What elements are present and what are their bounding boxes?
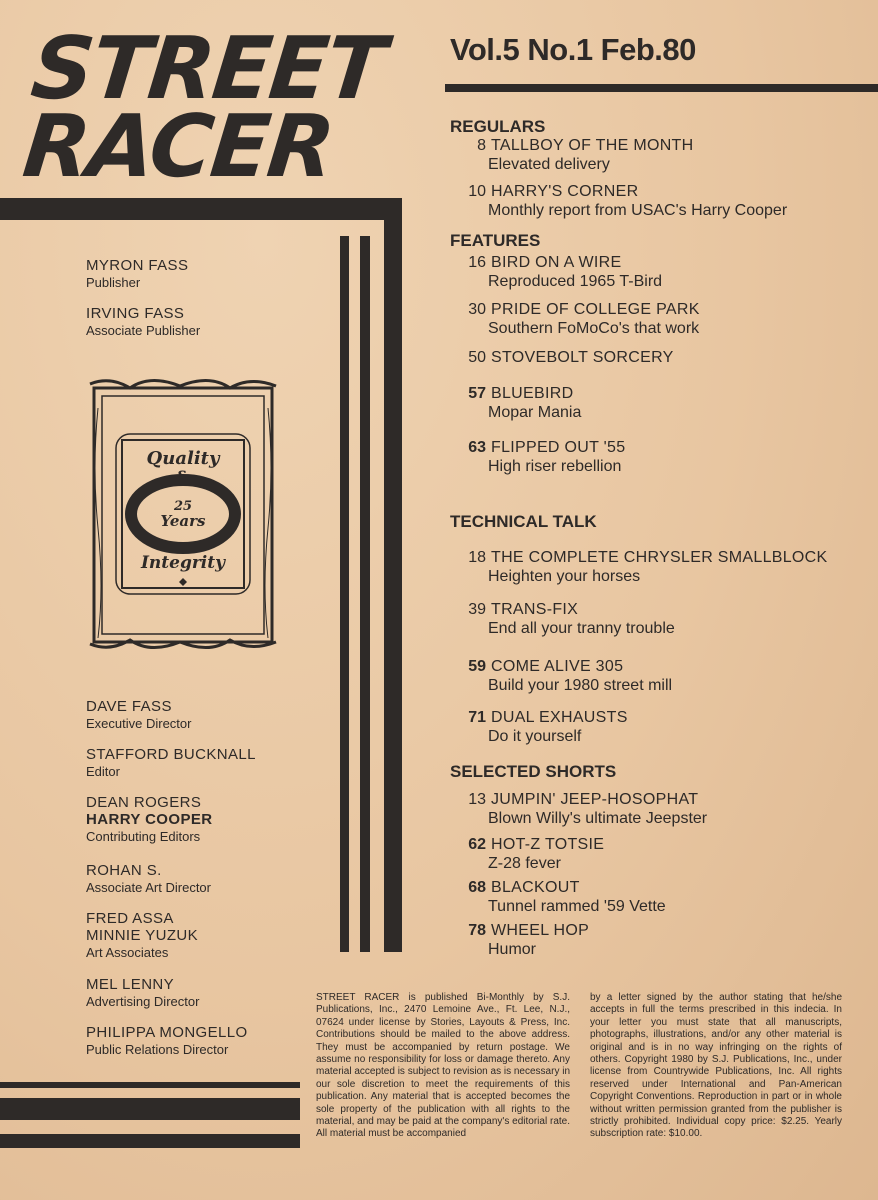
logo-text-integrity: Integrity bbox=[140, 553, 226, 573]
staff-role: Executive Director bbox=[86, 716, 192, 731]
staff-entry bbox=[86, 794, 213, 845]
toc-title: COME ALIVE 305 bbox=[491, 658, 624, 675]
toc-subtitle: Southern FoMoCo's that work bbox=[488, 320, 700, 337]
staff-entry bbox=[86, 746, 256, 780]
toc-page-number: 59 bbox=[468, 658, 486, 675]
toc-subtitle: High riser rebellion bbox=[488, 458, 622, 475]
toc-subtitle: Tunnel rammed '59 Vette bbox=[488, 898, 666, 915]
masthead-line-1: STREET bbox=[26, 19, 389, 119]
staff-role: Advertising Director bbox=[86, 994, 200, 1009]
staff-role: Contributing Editors bbox=[86, 829, 201, 844]
toc-page-number: 30 bbox=[468, 301, 486, 318]
toc-page-number: 10 bbox=[468, 183, 486, 200]
toc-page-number: 13 bbox=[468, 791, 486, 808]
toc-subtitle: Do it yourself bbox=[488, 728, 582, 745]
section-heading-shorts: SELECTED SHORTS bbox=[450, 762, 617, 781]
toc-subtitle: Monthly report from USAC's Harry Cooper bbox=[488, 202, 788, 219]
section-heading-technical: TECHNICAL TALK bbox=[450, 512, 597, 531]
toc-page-number: 39 bbox=[468, 601, 486, 618]
bottom-rule-2 bbox=[0, 1098, 300, 1120]
toc-title: TRANS-FIX bbox=[491, 601, 579, 618]
toc-title: STOVEBOLT SORCERY bbox=[491, 349, 674, 366]
toc-page-number: 63 bbox=[468, 439, 486, 456]
staff-role: Associate Publisher bbox=[86, 323, 201, 338]
toc-title: FLIPPED OUT '55 bbox=[491, 439, 626, 456]
toc-title: PRIDE OF COLLEGE PARK bbox=[491, 301, 700, 318]
toc-page-number: 71 bbox=[468, 709, 486, 726]
staff-name: DAVE FASS bbox=[86, 698, 172, 715]
staff-role: Associate Art Director bbox=[86, 880, 211, 895]
toc-subtitle: Heighten your horses bbox=[488, 568, 641, 585]
toc-page-number: 8 bbox=[477, 137, 486, 154]
toc-entry bbox=[450, 348, 878, 367]
toc-entry bbox=[450, 790, 878, 828]
staff-name: ROHAN S. bbox=[86, 862, 162, 879]
toc-subtitle: Humor bbox=[488, 941, 537, 958]
staff-role: Publisher bbox=[86, 275, 141, 290]
staff-entry bbox=[86, 862, 211, 896]
toc-subtitle: Elevated delivery bbox=[488, 156, 610, 173]
toc-page-number: 57 bbox=[468, 385, 486, 402]
toc-entry bbox=[450, 384, 878, 422]
toc-entry bbox=[450, 878, 878, 916]
quality-integrity-logo bbox=[88, 378, 278, 650]
column-bar-1 bbox=[340, 236, 349, 952]
toc-subtitle: Reproduced 1965 T-Bird bbox=[488, 273, 663, 290]
toc-entry bbox=[450, 548, 878, 586]
toc-title: JUMPIN' JEEP-HOSOPHAT bbox=[491, 791, 699, 808]
toc-entry bbox=[450, 253, 878, 291]
masthead bbox=[18, 19, 436, 197]
toc-entry bbox=[450, 300, 878, 338]
staff-entry bbox=[86, 1024, 248, 1058]
staff-name: MYRON FASS bbox=[86, 257, 189, 274]
toc-title: BIRD ON A WIRE bbox=[491, 254, 622, 271]
staff-name: FRED ASSA bbox=[86, 910, 174, 927]
toc-entry bbox=[450, 921, 878, 959]
bottom-rule-3 bbox=[0, 1134, 300, 1148]
toc-entry bbox=[450, 182, 878, 220]
staff-role: Art Associates bbox=[86, 945, 169, 960]
toc-title: WHEEL HOP bbox=[491, 922, 590, 939]
toc-title: BLUEBIRD bbox=[491, 385, 574, 402]
toc-entry bbox=[450, 600, 878, 638]
toc-subtitle: Blown Willy's ultimate Jeepster bbox=[488, 810, 708, 827]
section-heading-features: FEATURES bbox=[450, 231, 541, 250]
toc-subtitle: End all your tranny trouble bbox=[488, 620, 675, 637]
staff-name: IRVING FASS bbox=[86, 305, 185, 322]
staff-name: MEL LENNY bbox=[86, 976, 175, 993]
toc-entry bbox=[450, 657, 878, 695]
toc-title: DUAL EXHAUSTS bbox=[491, 709, 628, 726]
toc-page-number: 68 bbox=[468, 879, 486, 896]
toc-subtitle: Mopar Mania bbox=[488, 404, 582, 421]
logo-text-quality: Quality bbox=[146, 448, 220, 469]
staff-name: HARRY COOPER bbox=[86, 811, 213, 828]
staff-role: Public Relations Director bbox=[86, 1042, 229, 1057]
staff-name: PHILIPPA MONGELLO bbox=[86, 1024, 248, 1041]
toc-page-number: 78 bbox=[468, 922, 486, 939]
toc-title: HARRY'S CORNER bbox=[491, 183, 639, 200]
toc-page-number: 50 bbox=[468, 349, 486, 366]
rule-under-issue bbox=[445, 84, 878, 92]
masthead-line-2: RACER bbox=[18, 97, 338, 197]
toc-subtitle: Z-28 fever bbox=[488, 855, 561, 872]
fineprint-column-1: STREET RACER is published Bi-Monthly by S.J. Publications, Inc., 2470 Lemoine Ave., Ft. Lee, N.J., 07624 under license by Stories, Layouts & Press, Inc. Contributions should be mailed to the above address. They must be accompanied by return postage. We assume no responsibility for loss or damage thereto. Any material accepted is subject to revision as is necessary in our sole discretion to meet the requirements of this publication. Any material that is accepted becomes the sole property of the publication with all rights to the material, and may be paid at the company's editorial rate. All material must be accompanied bbox=[316, 992, 571, 1140]
logo-text-25: 25 bbox=[173, 499, 193, 514]
toc-entry bbox=[450, 835, 878, 873]
logo-text-years: Years bbox=[160, 512, 206, 530]
staff-entry bbox=[86, 976, 199, 1010]
staff-role: Editor bbox=[86, 764, 120, 779]
column-bar-3 bbox=[384, 208, 402, 952]
toc-entry bbox=[450, 136, 878, 174]
toc-page-number: 16 bbox=[468, 254, 486, 271]
toc-title: THE COMPLETE CHRYSLER SMALLBLOCK bbox=[491, 549, 828, 566]
logo-text-ampersand: & bbox=[175, 467, 191, 486]
fineprint-column-2: by a letter signed by the author stating that he/she accepts in full the terms prescribed in this indecia. In your letter you must state that all manuscripts, photographs, illustrations, and/or any other material is original and is in no way infringing on the rights of others. Copyright 1980 by S.J. Publications, Inc., under license from Countrywide Publications, Inc. All rights reserved under International and Pan-American Copyright Conventions. Reproduction in part or in whole without written permission granted from the publisher is strictly prohibited. Individual copy price: $2.25. Yearly subscription rate: $10.00. bbox=[590, 992, 842, 1140]
rule-under-masthead bbox=[0, 198, 402, 220]
toc-title: HOT-Z TOTSIE bbox=[491, 836, 605, 853]
staff-entry bbox=[86, 257, 188, 291]
toc-entry bbox=[450, 438, 878, 476]
staff-entry bbox=[86, 698, 191, 732]
toc-subtitle: Build your 1980 street mill bbox=[488, 677, 673, 694]
toc-entry bbox=[450, 708, 878, 746]
column-bar-2 bbox=[360, 236, 370, 952]
toc-title: TALLBOY OF THE MONTH bbox=[491, 137, 694, 154]
staff-name: STAFFORD BUCKNALL bbox=[86, 746, 256, 763]
toc-page-number: 62 bbox=[468, 836, 486, 853]
staff-entry bbox=[86, 305, 200, 339]
bottom-rule-1 bbox=[0, 1082, 300, 1088]
issue-info: Vol.5 No.1 Feb.80 bbox=[450, 32, 696, 67]
staff-entry bbox=[86, 910, 198, 961]
staff-name: DEAN ROGERS bbox=[86, 794, 202, 811]
toc-title: BLACKOUT bbox=[491, 879, 580, 896]
staff-name: MINNIE YUZUK bbox=[86, 927, 199, 944]
toc-page-number: 18 bbox=[468, 549, 486, 566]
section-heading-regulars: REGULARS bbox=[450, 117, 546, 136]
